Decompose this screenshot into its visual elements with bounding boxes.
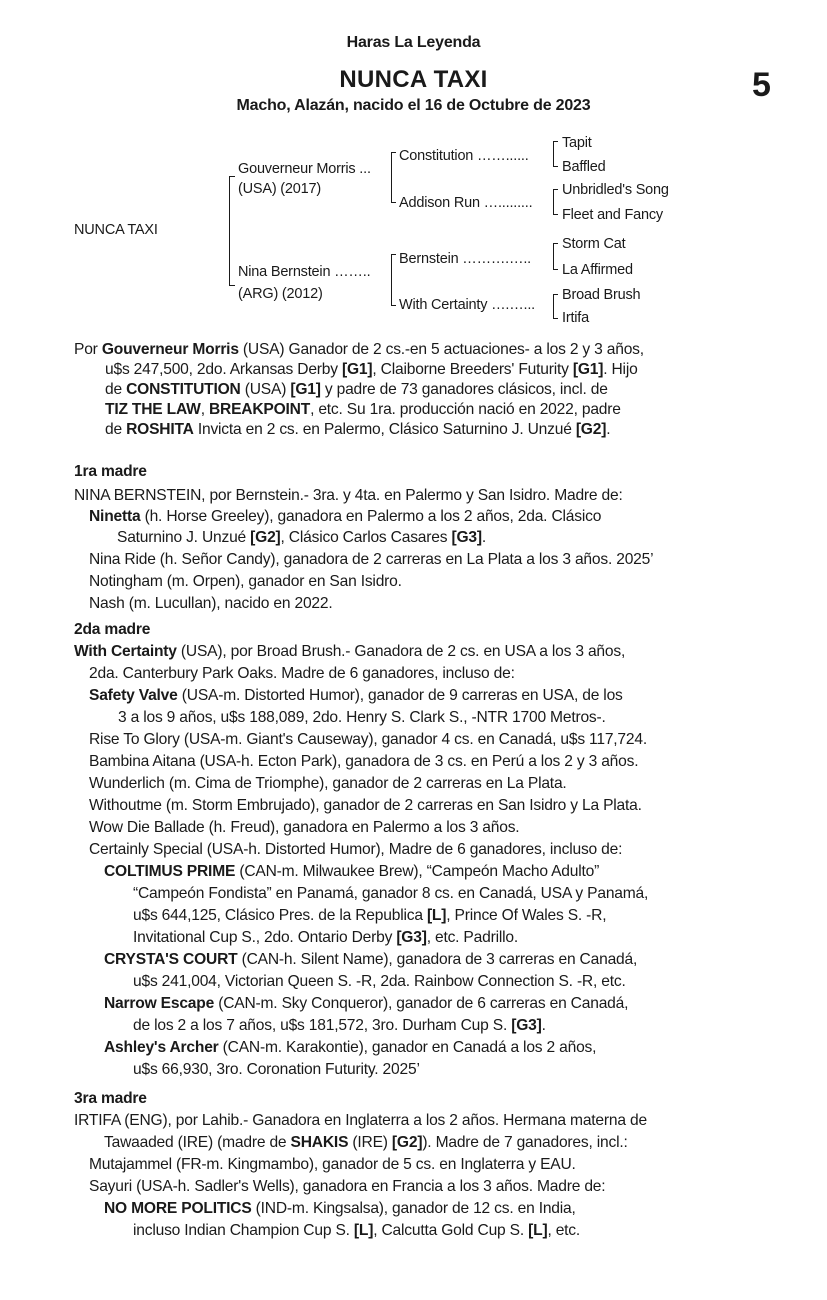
sire-line — [105, 399, 621, 420]
text: . Hijo — [603, 361, 638, 378]
text: (USA) Ganador de 2 cs.-en 5 actuaciones- a los 2 y 3 años, — [238, 341, 644, 358]
horse-name-bold: TIZ THE LAW — [105, 401, 201, 418]
text: (CAN-h. Silent Name), ganadora de 3 carreras en Canadá, — [237, 951, 638, 968]
produce-line: Wow Die Ballade (h. Freud), ganadora en Palermo a los 3 años. — [89, 819, 520, 836]
produce-line — [133, 1220, 580, 1241]
bracket-line — [553, 318, 558, 319]
horse-name-bold: BREAKPOINT — [208, 401, 311, 418]
produce-line: “Campeón Fondista” en Panamá, ganador 8 cs. en Canadá, USA y Panamá, — [133, 885, 649, 902]
text: ). Madre de 7 ganadores, incl.: — [422, 1134, 628, 1151]
grade: [G1] — [290, 381, 321, 398]
bracket-line — [391, 254, 392, 306]
farm-name: Haras La Leyenda — [346, 34, 481, 51]
text: , Calcutta Gold Cup S. — [373, 1222, 529, 1239]
text: (IRE) — [348, 1134, 392, 1151]
produce-line: Bambina Aitana (USA-h. Ecton Park), ganadora de 3 cs. en Perú a los 2 y 3 años. — [89, 753, 639, 770]
horse-name-bold: Ashley's Archer — [104, 1039, 219, 1056]
produce-line — [104, 861, 599, 882]
horse-name-bold: Ninetta — [89, 508, 141, 525]
horse-name-bold: Safety Valve — [89, 687, 178, 704]
produce-line — [104, 1037, 596, 1058]
produce-line — [133, 1015, 546, 1036]
pedigree-dam: Nina Bernstein …….. — [238, 264, 371, 280]
pedigree-dam-sire: Bernstein ……….….. — [399, 251, 531, 267]
text: Invicta en 2 cs. en Palermo, Clásico Saturnino J. Unzué — [193, 421, 576, 438]
produce-line: Nina Ride (h. Señor Candy), ganadora de 2 carreras en La Plata a los 3 años. 2025’ — [89, 551, 654, 568]
horse-name-bold: COLTIMUS PRIME — [104, 863, 236, 880]
section-heading: 2da madre — [74, 621, 151, 638]
pedigree-sire-dam: Addison Run …......... — [399, 195, 533, 211]
text: (CAN-m. Milwaukee Brew), “Campeón Macho Adulto” — [235, 863, 600, 880]
bracket-line — [229, 176, 235, 177]
text: (USA) — [240, 381, 291, 398]
bracket-line — [553, 243, 558, 244]
text: . — [481, 529, 486, 546]
dam-line — [104, 1132, 628, 1153]
pedigree-sire-sire: Constitution ……...... — [399, 148, 529, 164]
pedigree-ssd: Baffled — [562, 159, 606, 175]
text: incluso Indian Champion Cup S. — [133, 1222, 354, 1239]
pedigree-subject: NUNCA TAXI — [74, 222, 158, 238]
bracket-line — [553, 243, 554, 270]
text: . — [541, 1017, 546, 1034]
horse-name-bold: ROSHITA — [126, 421, 194, 438]
sire-line — [74, 339, 644, 360]
pedigree-sire: Gouverneur Morris ... — [238, 161, 371, 177]
text: (USA), por Broad Brush.- Ganadora de 2 cs. en USA a los 3 años, — [176, 643, 626, 660]
grade: [L] — [426, 907, 447, 924]
pedigree-dam-dam: With Certainty ….…... — [399, 297, 535, 313]
text: . — [606, 421, 611, 438]
bracket-line — [553, 294, 558, 295]
text: , Claiborne Breeders' Futurity — [372, 361, 573, 378]
text: y padre de 73 ganadores clásicos, incl. de — [320, 381, 608, 398]
horse-name-bold: CRYSTA'S COURT — [104, 951, 238, 968]
horse-name: NUNCA TAXI — [339, 66, 488, 93]
grade: [G3] — [396, 929, 427, 946]
produce-line: Notingham (m. Orpen), ganador en San Isidro. — [89, 573, 402, 590]
text: de — [105, 421, 127, 438]
bracket-line — [229, 176, 230, 286]
produce-line: Mutajammel (FR-m. Kingmambo), ganador de 5 cs. en Inglaterra y EAU. — [89, 1156, 576, 1173]
produce-line: u$s 241,004, Victorian Queen S. -R, 2da. Rainbow Connection S. -R, etc. — [133, 973, 626, 990]
horse-name-bold: CONSTITUTION — [126, 381, 241, 398]
bracket-line — [553, 189, 554, 215]
text: de — [105, 381, 127, 398]
text: Tawaaded (IRE) (madre de — [104, 1134, 291, 1151]
bracket-line — [553, 166, 558, 167]
text: Invitational Cup S., 2do. Ontario Derby — [133, 929, 397, 946]
produce-line: u$s 66,930, 3ro. Coronation Futurity. 2025’ — [133, 1061, 420, 1078]
pedigree-ddd: Irtifa — [562, 310, 589, 326]
bracket-line — [391, 202, 396, 203]
grade: [G1] — [342, 361, 373, 378]
pedigree-chart — [0, 130, 827, 330]
produce-line — [89, 685, 623, 706]
pedigree-dds: Broad Brush — [562, 287, 641, 303]
horse-name-bold: With Certainty — [74, 643, 177, 660]
pedigree-dam-origin: (ARG) (2012) — [238, 286, 323, 302]
pedigree-dsd: La Affirmed — [562, 262, 633, 278]
grade: [L] — [528, 1222, 548, 1239]
produce-line: Nash (m. Lucullan), nacido en 2022. — [89, 595, 333, 612]
bracket-line — [391, 254, 396, 255]
bracket-line — [553, 269, 558, 270]
horse-name-bold: Narrow Escape — [104, 995, 215, 1012]
text: , etc. Su 1ra. producción nació en 2022, padre — [310, 401, 621, 418]
bracket-line — [553, 189, 558, 190]
produce-line: Wunderlich (m. Cima de Triomphe), ganador de 2 carreras en La Plata. — [89, 775, 567, 792]
text: (h. Horse Greeley), ganadora en Palermo a los 2 años, 2da. Clásico — [140, 508, 602, 525]
text: , — [200, 401, 209, 418]
text: de los 2 a los 7 años, u$s 181,572, 3ro. Durham Cup S. — [133, 1017, 512, 1034]
grade: [G2] — [391, 1134, 423, 1151]
horse-name-bold: SHAKIS — [290, 1134, 349, 1151]
sire-line — [105, 419, 610, 440]
bracket-line — [229, 285, 235, 286]
text: (USA-m. Distorted Humor), ganador de 9 carreras en USA, de los — [177, 687, 623, 704]
grade: [G2] — [575, 421, 607, 438]
produce-line: Rise To Glory (USA-m. Giant's Causeway), ganador 4 cs. en Canadá, u$s 117,724. — [89, 731, 647, 748]
bracket-line — [391, 152, 392, 203]
produce-line — [104, 993, 628, 1014]
produce-line — [104, 1198, 576, 1219]
text: u$s 247,500, 2do. Arkansas Derby — [105, 361, 342, 378]
grade: [G3] — [451, 529, 482, 546]
grade: [L] — [353, 1222, 374, 1239]
sire-name: Gouverneur Morris — [101, 341, 239, 358]
bracket-line — [553, 141, 558, 142]
text: Saturnino J. Unzué — [117, 529, 251, 546]
horse-subtitle: Macho, Alazán, nacido el 16 de Octubre de 2023 — [236, 97, 591, 114]
text: u$s 644,125, Clásico Pres. de la Republica — [133, 907, 427, 924]
produce-line — [133, 905, 606, 926]
produce-line: Withoutme (m. Storm Embrujado), ganador de 2 carreras en San Isidro y La Plata. — [89, 797, 642, 814]
produce-line — [117, 527, 486, 548]
bracket-line — [553, 141, 554, 167]
pedigree-dss: Storm Cat — [562, 236, 626, 252]
grade: [G1] — [572, 361, 604, 378]
produce-line: Sayuri (USA-h. Sadler's Wells), ganadora en Francia a los 3 años. Madre de: — [89, 1178, 606, 1195]
section-heading: 1ra madre — [74, 463, 147, 480]
grade: [G3] — [511, 1017, 542, 1034]
produce-line: Certainly Special (USA-h. Distorted Humor), Madre de 6 ganadores, incluso de: — [89, 841, 623, 858]
text: , Clásico Carlos Casares — [280, 529, 452, 546]
text: , etc. Padrillo. — [426, 929, 518, 946]
bracket-line — [391, 305, 396, 306]
lot-number: 5 — [752, 66, 771, 104]
produce-line — [89, 506, 601, 527]
pedigree-sire-origin: (USA) (2017) — [238, 181, 322, 197]
produce-line — [104, 949, 637, 970]
dam-line: 2da. Canterbury Park Oaks. Madre de 6 ganadores, incluso de: — [89, 665, 515, 682]
dam-line: NINA BERNSTEIN, por Bernstein.- 3ra. y 4ta. en Palermo y San Isidro. Madre de: — [74, 487, 623, 504]
dam-line: IRTIFA (ENG), por Lahib.- Ganadora en Inglaterra a los 2 años. Hermana materna de — [74, 1112, 647, 1129]
text: (CAN-m. Karakontie), ganador en Canadá a los 2 años, — [218, 1039, 597, 1056]
bracket-line — [391, 152, 396, 153]
sire-line — [105, 379, 608, 400]
pedigree-sdd: Fleet and Fancy — [562, 207, 663, 223]
produce-line: 3 a los 9 años, u$s 188,089, 2do. Henry S. Clark S., -NTR 1700 Metros-. — [118, 709, 606, 726]
text: Por — [74, 341, 102, 358]
text: (CAN-m. Sky Conqueror), ganador de 6 carreras en Canadá, — [214, 995, 629, 1012]
section-heading: 3ra madre — [74, 1090, 147, 1107]
bracket-line — [553, 294, 554, 319]
pedigree-sss: Tapit — [562, 135, 592, 151]
dam-line — [74, 641, 625, 662]
bracket-line — [553, 214, 558, 215]
text: , Prince Of Wales S. -R, — [446, 907, 607, 924]
text: , etc. — [547, 1222, 581, 1239]
horse-name-bold: NO MORE POLITICS — [104, 1200, 252, 1217]
sire-line — [105, 359, 638, 380]
pedigree-sds: Unbridled's Song — [562, 182, 669, 198]
produce-line — [133, 927, 518, 948]
text: (IND-m. Kingsalsa), ganador de 12 cs. en India, — [251, 1200, 576, 1217]
grade: [G2] — [250, 529, 281, 546]
